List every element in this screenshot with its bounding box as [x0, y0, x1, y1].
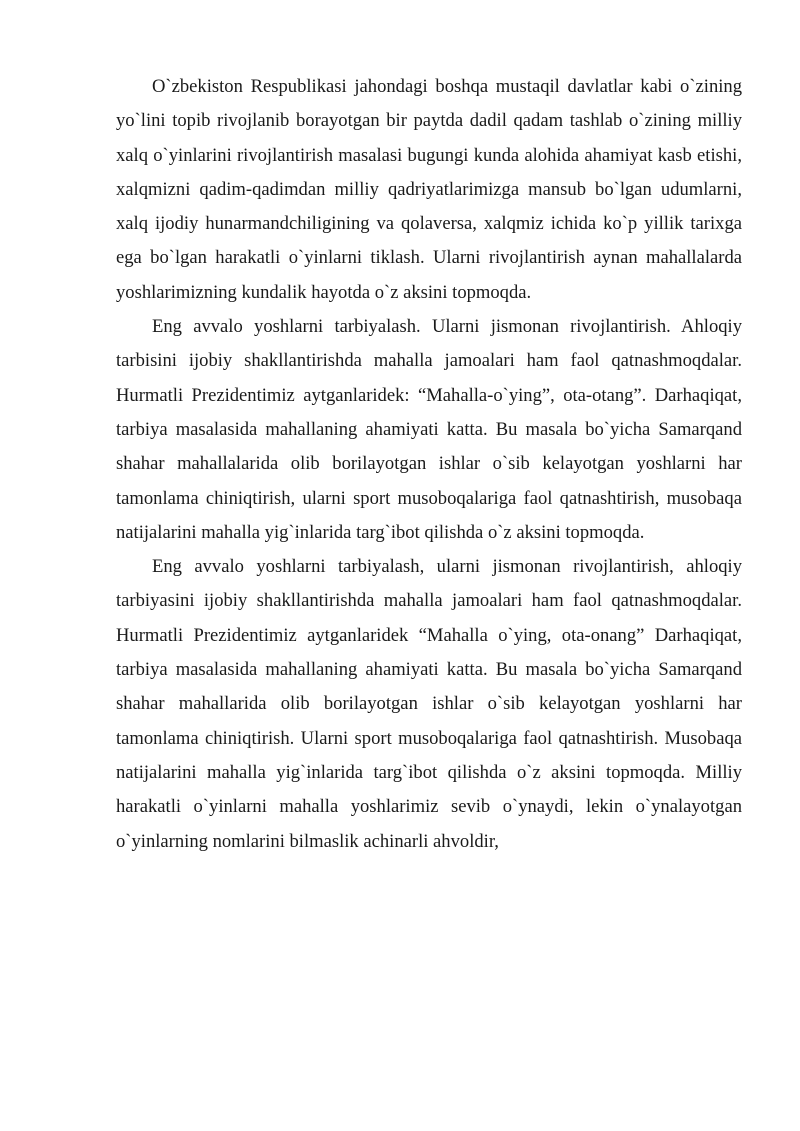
paragraph: Eng avvalo yoshlarni tarbiyalash. Ularni jismonan rivojlantirish. Ahloqiy tarbisini ijobiy shakllantirishda mahalla jamoalari ham faol qatnashmoqdalar. Hurmatli Prezidentimiz aytganlaridek: “Mahalla-o`ying”, ota-otang”. Darhaqiqat, tarbiya masalasida mahallaning ahamiyati katta. Bu masala bo`yicha Samarqand shahar mahallalarida olib borilayotgan ishlar o`sib kelayotgan yoshlarni har tamonlama chiniqtirish, ularni sport musoboqalariga faol qatnashtirish, musobaqa natijalarini mahalla yig`inlarida targ`ibot qilishda o`z aksini topmoqda.: [116, 316, 742, 543]
paragraph: O`zbekiston Respublikasi jahondagi boshqa mustaqil davlatlar kabi o`zining yo`lini topib rivojlanib borayotgan bir paytda dadil qadam tashlab o`zining milliy xalq o`yinlarini rivojlantirish masalasi bugungi kunda alohida ahamiyat kasb etishi, xalqmizni qadim-qadimdan milliy qadriyatlarimizga mansub bo`lgan udumlarni, xalq ijodiy hunarmandchiligining va qolaversa, xalqmiz ichida ko`p yillik tarixga ega bo`lgan harakatli o`yinlarni tiklash. Ularni rivojlantirish aynan mahallalarda yoshlarimizning kundalik hayotda o`z aksini topmoqda.: [116, 76, 742, 303]
paragraph: Eng avvalo yoshlarni tarbiyalash, ularni jismonan rivojlantirish, ahloqiy tarbiyasini ijobiy shakllantirishda mahalla jamoalari ham faol qatnashmoqdalar. Hurmatli Prezidentimiz aytganlaridek “Mahalla o`ying, ota-onang” Darhaqiqat, tarbiya masalasida mahallaning ahamiyati katta. Bu masala bo`yicha Samarqand shahar mahallarida olib borilayotgan ishlar o`sib kelayotgan yoshlarni har tamonlama chiniqtirish. Ularni sport musoboqalariga faol qatnashtirish. Musobaqa natijalarini mahalla yig`inlarida targ`ibot qilishda o`z aksini topmoqda. Milliy harakatli o`yinlarni mahalla yoshlarimiz sevib o`ynaydi, lekin o`ynalayotgan o`yinlarning nomlarini bilmaslik achinarli ahvoldir,: [116, 556, 742, 852]
document-page: [116, 70, 742, 859]
